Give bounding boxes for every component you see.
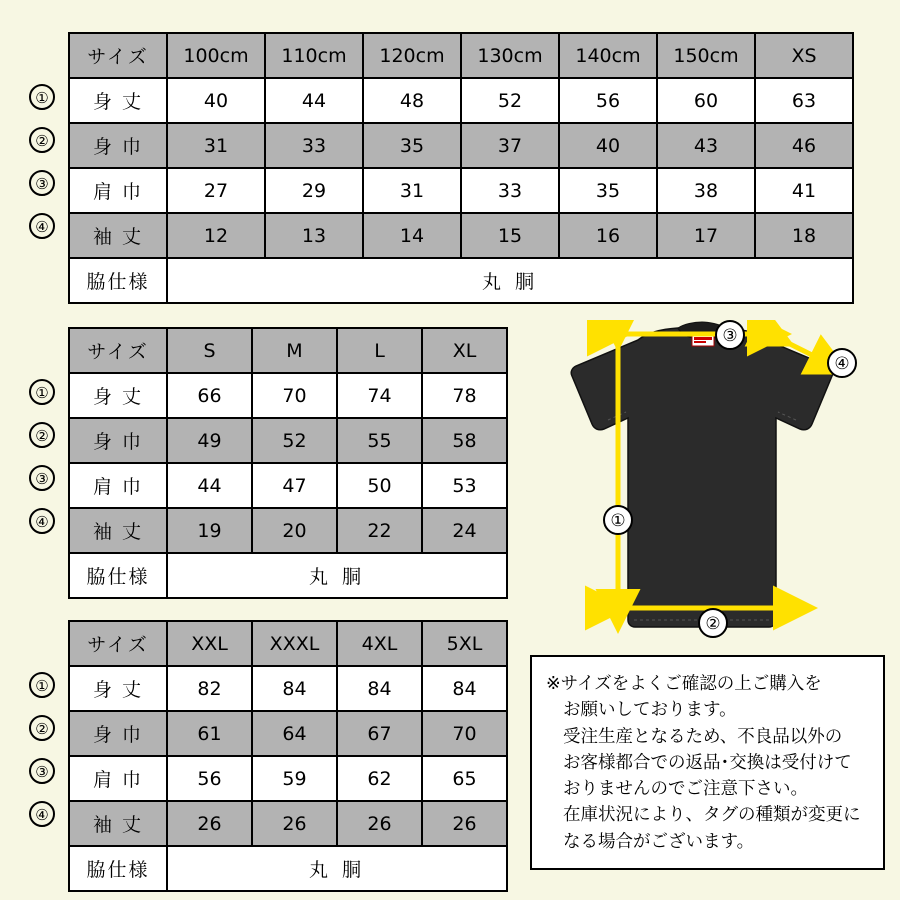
row-label: 身 巾	[69, 123, 167, 168]
cell: 64	[252, 711, 337, 756]
cell: 18	[755, 213, 853, 258]
table-row	[69, 756, 507, 801]
cell: 52	[461, 78, 559, 123]
cell: 38	[657, 168, 755, 213]
col-header: 130cm	[461, 33, 559, 78]
cell: 35	[363, 123, 461, 168]
footer-label: 脇仕様	[69, 258, 167, 303]
col-header: XXL	[167, 621, 252, 666]
cell: 84	[422, 666, 507, 711]
col-header: 100cm	[167, 33, 265, 78]
cell: 40	[167, 78, 265, 123]
col-header: 140cm	[559, 33, 657, 78]
col-header: L	[337, 328, 422, 373]
cell: 16	[559, 213, 657, 258]
cell: 78	[422, 373, 507, 418]
big-row-markers	[22, 663, 62, 835]
row-label: 肩 巾	[69, 463, 167, 508]
cell: 22	[337, 508, 422, 553]
marker-sleeve-length: ④	[29, 508, 55, 534]
cell: 56	[167, 756, 252, 801]
row-label: 袖 丈	[69, 508, 167, 553]
adult-size-table-wrap	[35, 327, 508, 599]
cell: 48	[363, 78, 461, 123]
cell: 62	[337, 756, 422, 801]
footer-label: 脇仕様	[69, 553, 167, 598]
row-label: 身 丈	[69, 373, 167, 418]
cell: 63	[755, 78, 853, 123]
cell: 60	[657, 78, 755, 123]
marker-body-length: ①	[29, 379, 55, 405]
cell: 33	[461, 168, 559, 213]
diagram-marker-sleeve-length: ④	[827, 348, 857, 378]
notice-line: お願いしております。	[563, 700, 737, 721]
cell: 41	[755, 168, 853, 213]
col-header: 4XL	[337, 621, 422, 666]
table-row	[69, 846, 507, 891]
cell: 70	[422, 711, 507, 756]
cell: 29	[265, 168, 363, 213]
notice-line: 受注生産となるため、不良品以外の	[563, 726, 843, 747]
cell: 52	[252, 418, 337, 463]
cell: 17	[657, 213, 755, 258]
cell: 20	[252, 508, 337, 553]
footer-value: 丸 胴	[167, 258, 853, 303]
col-header: XL	[422, 328, 507, 373]
col-header: 150cm	[657, 33, 755, 78]
cell: 65	[422, 756, 507, 801]
cell: 26	[252, 801, 337, 846]
kids-size-table-wrap	[35, 32, 854, 304]
col-header: 110cm	[265, 33, 363, 78]
row-label: 袖 丈	[69, 213, 167, 258]
col-header: XS	[755, 33, 853, 78]
footer-value: 丸 胴	[167, 846, 507, 891]
diagram-marker-body-length: ①	[603, 505, 633, 535]
cell: 31	[167, 123, 265, 168]
diagram-marker-body-width: ②	[698, 608, 728, 638]
cell: 26	[337, 801, 422, 846]
cell: 35	[559, 168, 657, 213]
cell: 53	[422, 463, 507, 508]
marker-body-width: ②	[29, 422, 55, 448]
notice-box	[530, 655, 885, 870]
cell: 61	[167, 711, 252, 756]
notice-line: おりませんのでご注意下さい。	[563, 779, 808, 799]
cell: 84	[337, 666, 422, 711]
cell: 15	[461, 213, 559, 258]
cell: 26	[422, 801, 507, 846]
row-label: 身 丈	[69, 666, 167, 711]
table-row	[69, 213, 853, 258]
cell: 19	[167, 508, 252, 553]
cell: 70	[252, 373, 337, 418]
marker-sleeve-length: ④	[29, 801, 55, 827]
cell: 44	[167, 463, 252, 508]
col-header: サイズ	[69, 328, 167, 373]
row-label: 身 巾	[69, 711, 167, 756]
marker-body-length: ①	[29, 672, 55, 698]
cell: 56	[559, 78, 657, 123]
table-row	[69, 33, 853, 78]
cell: 13	[265, 213, 363, 258]
big-size-table	[68, 620, 508, 892]
cell: 59	[252, 756, 337, 801]
cell: 14	[363, 213, 461, 258]
t-shirt-measurement-diagram	[530, 320, 890, 650]
cell: 49	[167, 418, 252, 463]
table-row	[69, 258, 853, 303]
table-row	[69, 123, 853, 168]
notice-line: なる場合がございます。	[563, 831, 755, 852]
col-header: M	[252, 328, 337, 373]
table-row	[69, 666, 507, 711]
cell: 12	[167, 213, 265, 258]
marker-body-width: ②	[29, 715, 55, 741]
adult-size-table	[68, 327, 508, 599]
cell: 40	[559, 123, 657, 168]
cell: 31	[363, 168, 461, 213]
table-row	[69, 801, 507, 846]
notice-line: ※サイズをよくご確認の上ご購入を	[546, 674, 822, 694]
cell: 44	[265, 78, 363, 123]
marker-shoulder-width: ③	[29, 170, 55, 196]
big-size-table-wrap	[35, 620, 508, 892]
cell: 55	[337, 418, 422, 463]
row-label: 身 巾	[69, 418, 167, 463]
cell: 33	[265, 123, 363, 168]
col-header: 120cm	[363, 33, 461, 78]
cell: 43	[657, 123, 755, 168]
table-row	[69, 508, 507, 553]
cell: 46	[755, 123, 853, 168]
table-row	[69, 168, 853, 213]
kids-row-markers	[22, 75, 62, 247]
footer-value: 丸 胴	[167, 553, 507, 598]
row-label: 肩 巾	[69, 168, 167, 213]
cell: 67	[337, 711, 422, 756]
cell: 47	[252, 463, 337, 508]
col-header: XXXL	[252, 621, 337, 666]
table-row	[69, 711, 507, 756]
cell: 27	[167, 168, 265, 213]
row-label: 身 丈	[69, 78, 167, 123]
cell: 82	[167, 666, 252, 711]
table-row	[69, 553, 507, 598]
col-header: サイズ	[69, 621, 167, 666]
table-row	[69, 328, 507, 373]
marker-shoulder-width: ③	[29, 758, 55, 784]
adult-row-markers	[22, 370, 62, 542]
cell: 50	[337, 463, 422, 508]
table-row	[69, 78, 853, 123]
notice-line: お客様都合での返品･交換は受付けて	[563, 752, 852, 773]
marker-shoulder-width: ③	[29, 465, 55, 491]
row-label: 肩 巾	[69, 756, 167, 801]
col-header: S	[167, 328, 252, 373]
table-row	[69, 418, 507, 463]
row-label: 袖 丈	[69, 801, 167, 846]
col-header: 5XL	[422, 621, 507, 666]
marker-sleeve-length: ④	[29, 213, 55, 239]
table-row	[69, 373, 507, 418]
notice-line: 在庫状況により、タグの種類が変更に	[563, 805, 861, 826]
table-row	[69, 621, 507, 666]
cell: 58	[422, 418, 507, 463]
kids-size-table	[68, 32, 854, 304]
cell: 37	[461, 123, 559, 168]
table-row	[69, 463, 507, 508]
marker-body-width: ②	[29, 127, 55, 153]
cell: 84	[252, 666, 337, 711]
cell: 74	[337, 373, 422, 418]
cell: 26	[167, 801, 252, 846]
shirt-shape	[571, 322, 833, 627]
footer-label: 脇仕様	[69, 846, 167, 891]
marker-body-length: ①	[29, 84, 55, 110]
cell: 66	[167, 373, 252, 418]
col-header: サイズ	[69, 33, 167, 78]
diagram-marker-shoulder-width: ③	[715, 320, 745, 350]
cell: 24	[422, 508, 507, 553]
